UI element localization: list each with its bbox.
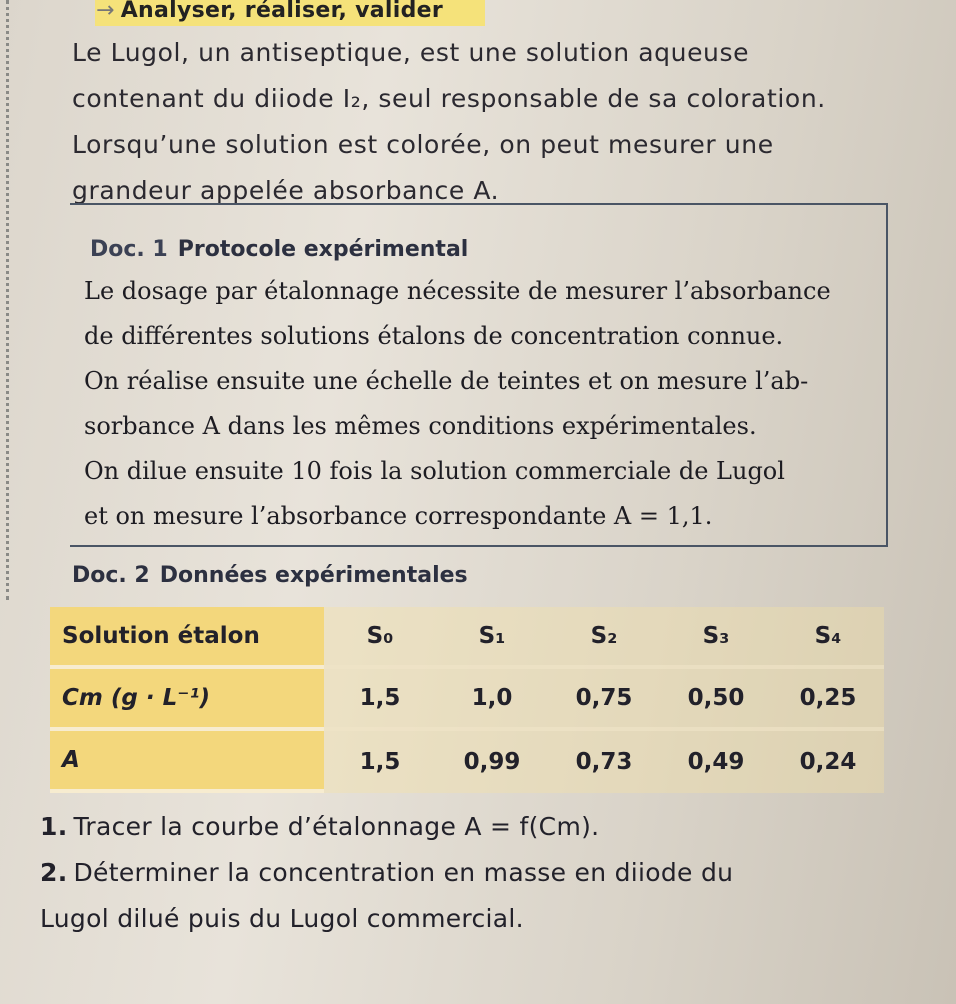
doc1-line: sorbance A dans les mêmes conditions expérimentales. <box>84 412 757 440</box>
section-header <box>96 0 443 23</box>
intro-line: Lorsqu’une solution est colorée, on peut mesurer une <box>72 130 774 159</box>
table-row <box>50 669 884 731</box>
doc2-number: Doc. 2 <box>72 563 150 588</box>
question-text: Lugol dilué puis du Lugol commercial. <box>40 904 524 933</box>
doc1-line: On réalise ensuite une échelle de teintes et on mesure l’ab- <box>84 367 809 395</box>
table-cell: 0,24 <box>772 731 884 793</box>
intro-line: contenant du diiode I₂, seul responsable de sa coloration. <box>72 84 826 113</box>
doc1-body <box>84 269 874 539</box>
table-cell: 1,0 <box>436 669 548 731</box>
doc1-line: et on mesure l’absorbance correspondante A = 1,1. <box>84 502 713 530</box>
question-2-continued <box>40 904 524 933</box>
margin-dots <box>6 0 13 600</box>
column-header: S₁ <box>436 607 548 669</box>
row-header: Solution étalon <box>50 607 324 669</box>
table-row <box>50 731 884 793</box>
question-number: 1. <box>40 812 68 841</box>
intro-line: Le Lugol, un antiseptique, est une solution aqueuse <box>72 38 750 67</box>
doc1-title-text: Protocole expérimental <box>177 237 469 262</box>
doc2-title <box>72 563 468 588</box>
table-cell: 0,99 <box>436 731 548 793</box>
section-header-label: Analyser, réaliser, valider <box>120 0 444 23</box>
table-row <box>50 607 884 669</box>
doc2-title-text: Données expérimentales <box>159 563 468 588</box>
question-2 <box>40 858 733 887</box>
table-cell: 1,5 <box>324 669 436 731</box>
question-number: 2. <box>40 858 68 887</box>
doc1-line: Le dosage par étalonnage nécessite de mesurer l’absorbance <box>84 277 831 305</box>
column-header: S₀ <box>324 607 436 669</box>
table-cell: 0,49 <box>660 731 772 793</box>
doc1-box <box>70 203 888 547</box>
doc1-line: On dilue ensuite 10 fois la solution commerciale de Lugol <box>84 457 785 485</box>
data-table <box>50 607 884 793</box>
doc1-line: de différentes solutions étalons de concentration connue. <box>84 322 784 350</box>
row-header: Cm (g · L⁻¹) <box>50 669 324 731</box>
column-header: S₂ <box>548 607 660 669</box>
question-text: Tracer la courbe d’étalonnage A = f(Cm). <box>73 812 600 841</box>
question-1 <box>40 812 599 841</box>
intro-line: grandeur appelée absorbance A. <box>72 176 500 205</box>
table-cell: 0,25 <box>772 669 884 731</box>
intro-paragraph <box>72 30 892 214</box>
row-header: A <box>50 731 324 793</box>
question-text: Déterminer la concentration en masse en diiode du <box>73 858 734 887</box>
doc1-title <box>90 237 468 262</box>
arrow-right-icon: → <box>96 0 115 23</box>
table-cell: 1,5 <box>324 731 436 793</box>
table-cell: 0,75 <box>548 669 660 731</box>
table-cell: 0,73 <box>548 731 660 793</box>
column-header: S₄ <box>772 607 884 669</box>
doc1-number: Doc. 1 <box>90 237 168 262</box>
column-header: S₃ <box>660 607 772 669</box>
table-cell: 0,50 <box>660 669 772 731</box>
